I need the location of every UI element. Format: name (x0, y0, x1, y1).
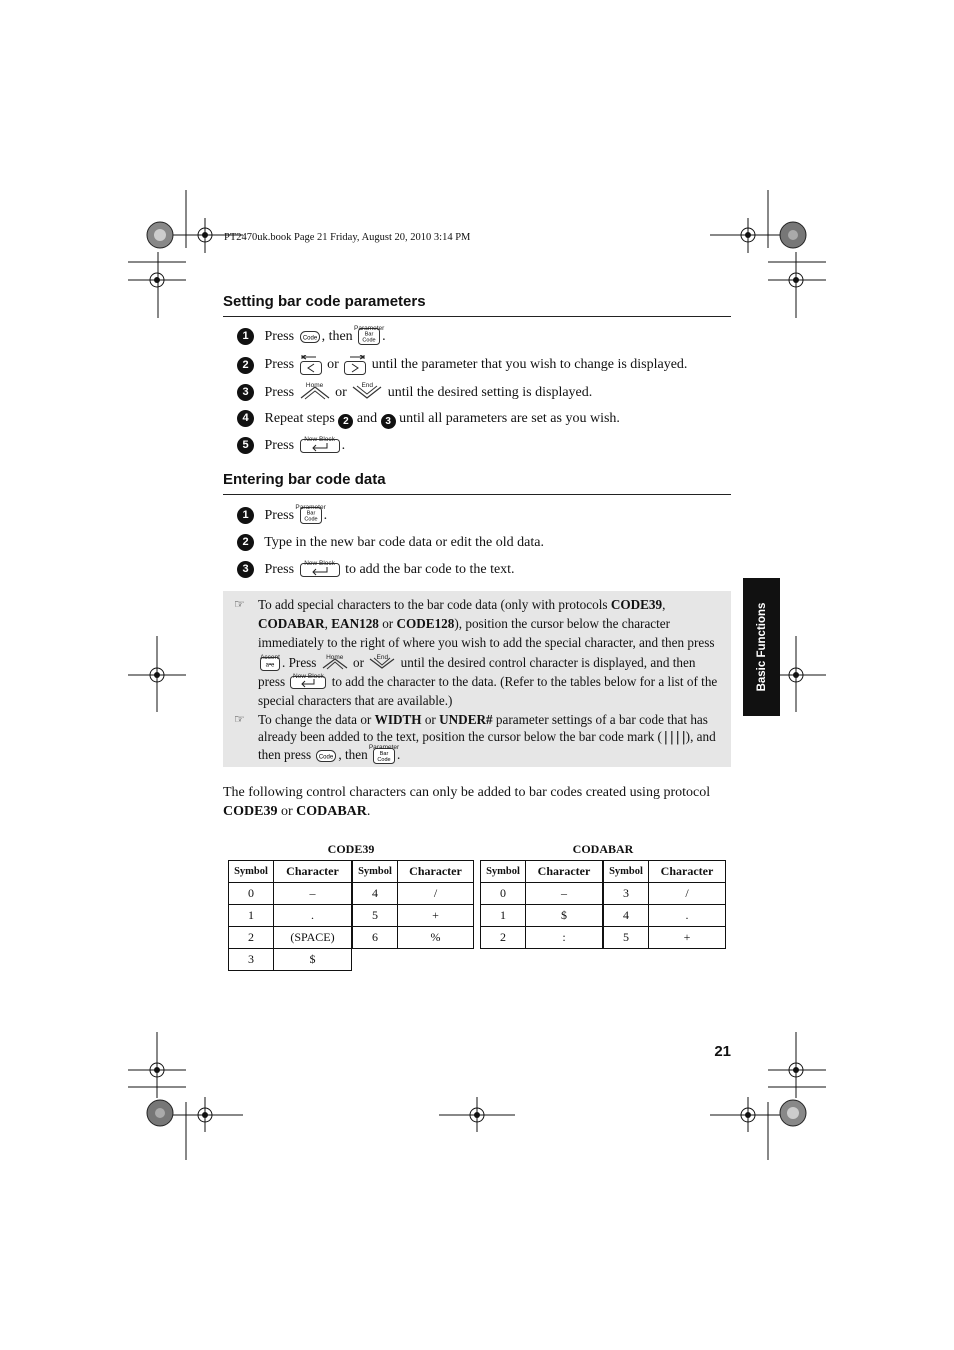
step-reference: 2 (338, 414, 353, 429)
svg-text:Bar: Bar (306, 510, 315, 517)
table-row: 6 % (353, 927, 474, 949)
hand-pointer-icon: ☞ (234, 712, 245, 726)
svg-text:Code: Code (377, 756, 391, 763)
svg-text:Bar: Bar (379, 750, 389, 757)
note-special-characters: ☞ To add special characters to the bar code data (only with protocols CODE39, CODABAR, EAN128 or CODE128), position the cursor below the character immediately to the right of where you wish to add the special character, and then press Accent a•e . Press Home or End until the desired control character is displayed, and then press New Block to add the character to the data. (Refer to the tables below for a list of the special characters that are available.) (234, 597, 718, 709)
table-row: 4 / (353, 883, 474, 905)
code-key-icon (300, 331, 320, 343)
codabar-table-right: Symbol Character 3 / 4 . 5 + (603, 860, 726, 949)
step-number: 3 (237, 561, 254, 578)
code39-table-title: CODE39 (327, 842, 375, 856)
step-3-entering: 3 Press New Block to add the bar code to the text. (237, 560, 515, 580)
bar-code-mark-icon: |||| (661, 730, 686, 745)
step-1-setting: 1 Press Code , then Parameter Bar Code . (237, 327, 386, 347)
svg-text:Bar: Bar (364, 331, 374, 338)
table-row: 5 + (353, 905, 474, 927)
codabar-table-left: Symbol Character 0 – 1 $ 2 : (480, 860, 603, 949)
table-row: 0 – (481, 883, 603, 905)
code39-table-right: Symbol Character 4 / 5 + 6 % (352, 860, 474, 949)
code-key-icon (316, 750, 336, 762)
svg-text:Code: Code (319, 754, 334, 761)
section-rule (223, 316, 731, 317)
step-2-entering: 2 Type in the new bar code data or edit the old data. (237, 533, 544, 553)
svg-text:Code: Code (302, 335, 317, 342)
left-arrow-key-icon (300, 355, 322, 375)
note-change-data: ☞ To change the data or WIDTH or UNDER# parameter settings of a bar code that has already been added to the text, position the cursor below the bar code mark (||||), and then press Code , then Parameter Bar Code . (234, 712, 716, 763)
table-row: 5 + (604, 927, 726, 949)
chapter-side-tab: Basic Functions (743, 578, 780, 716)
step-number: 1 (237, 507, 254, 524)
step-number: 2 (237, 534, 254, 551)
bar-code-key-icon: Parameter Bar Code (295, 504, 326, 523)
step-4-setting: 4 Repeat steps 2 and 3 until all parameters are set as you wish. (237, 409, 620, 429)
step-1-entering: 1 Press Parameter Bar Code . (237, 506, 327, 526)
enter-key-icon: New Block (300, 563, 340, 577)
table-row: 4 . (604, 905, 726, 927)
code39-table-left: Symbol Character 0 – 1 . 2 (SPACE) 3 $ (228, 860, 352, 971)
svg-text:Code: Code (362, 337, 376, 344)
step-5-setting: 5 Press New Block . (237, 436, 345, 456)
table-row: 3 $ (229, 949, 352, 971)
down-end-key-icon: End (352, 385, 382, 400)
up-home-key-icon: Home (322, 657, 348, 670)
table-row: 1 . (229, 905, 352, 927)
page-number: 21 (714, 1043, 731, 1060)
step-number: 5 (237, 437, 254, 454)
codabar-table-title: CODABAR (572, 842, 634, 856)
step-number: 4 (237, 410, 254, 427)
bar-code-key-icon: Parameter Bar Code (353, 325, 385, 344)
accent-key-icon: Accent a•e (260, 653, 280, 669)
step-2-setting: 2 Press or until the parameter that you wish to change is displayed. (237, 355, 687, 375)
svg-text:a•e: a•e (265, 662, 275, 669)
table-row: 2 (SPACE) (229, 927, 352, 949)
step-3-setting: 3 Press Home or End until the desired setting is displayed. (237, 383, 592, 403)
section-rule (223, 494, 731, 495)
section-title-entering-data: Entering bar code data (223, 471, 386, 488)
step-reference: 3 (381, 414, 396, 429)
table-row: 0 – (229, 883, 352, 905)
down-end-key-icon: End (369, 657, 395, 670)
svg-text:Code: Code (303, 516, 318, 523)
hand-pointer-icon: ☞ (234, 597, 245, 611)
enter-key-icon: New Block (290, 676, 326, 689)
tables-intro: The following control characters can only be added to bar codes created using protocol CODE39 or CODABAR. (223, 785, 711, 819)
bar-code-key-icon: Parameter Bar Code (368, 743, 400, 763)
step-number: 1 (237, 328, 254, 345)
step-number: 3 (237, 384, 254, 401)
table-row: 3 / (604, 883, 726, 905)
section-title-setting-parameters: Setting bar code parameters (223, 293, 426, 310)
table-row: 1 $ (481, 905, 603, 927)
book-header-line: PT2470uk.book Page 21 Friday, August 20, 2010 3:14 PM (224, 232, 471, 243)
table-row: 2 : (481, 927, 603, 949)
enter-key-icon: New Block (300, 439, 340, 453)
right-arrow-key-icon (344, 355, 366, 375)
up-home-key-icon: Home (300, 385, 330, 400)
step-number: 2 (237, 357, 254, 374)
